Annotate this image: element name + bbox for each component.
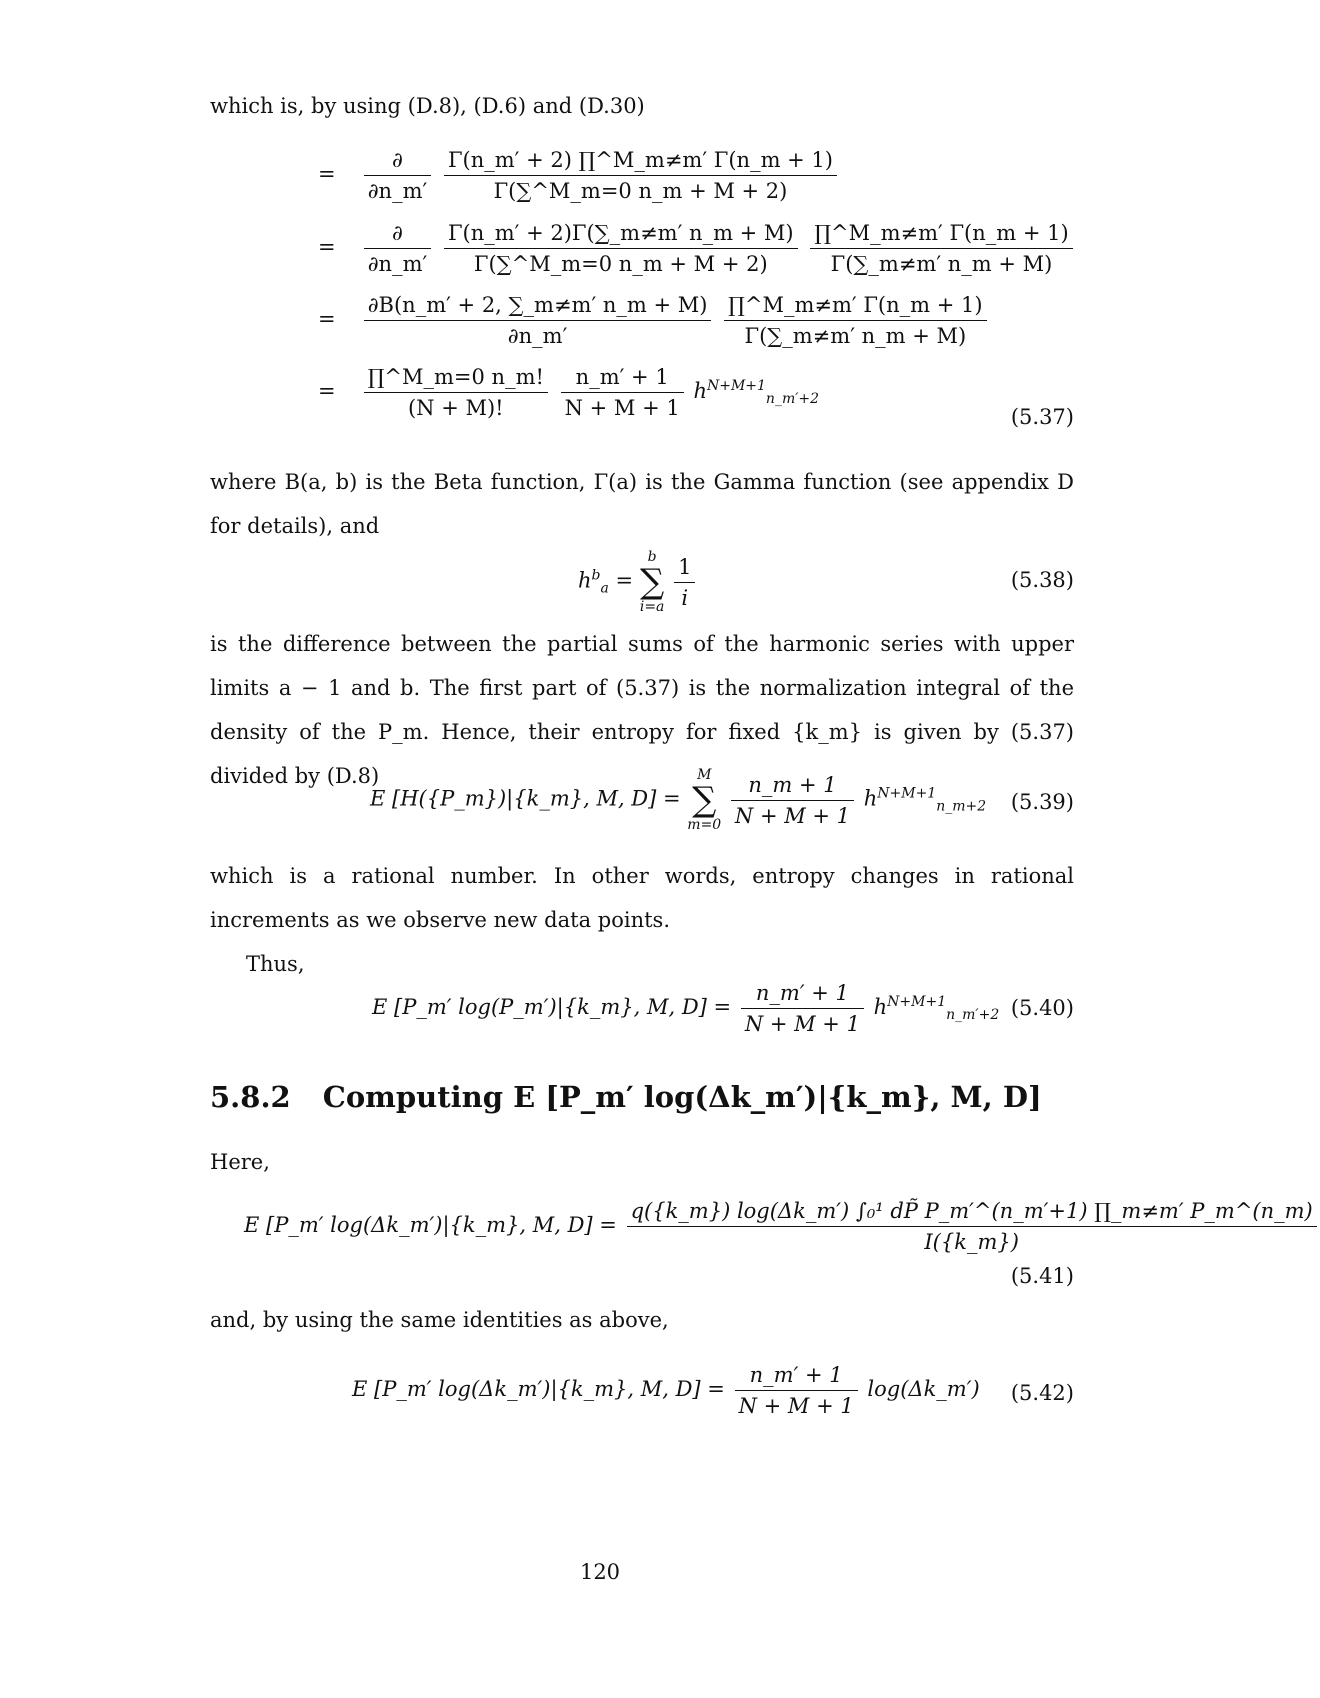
page-number: 120 bbox=[579, 1560, 621, 1584]
eq-5-37-line-2: = $\frac{\partial}{\partial n\_m'}$ $\frac{\Gamma(n\_m' + 2)\Gamma(\sum\_m\ne m' n\_m + M)}{\Gamma(\sum\^{}M\_m=0 n\_m + M + 2)}$ $\frac{\prod\^{}M\_m\ne m' \Gamma(n\_m + 1)}{\Gamma(\sum\_m\ne m' n\_m + M)}$ bbox=[318, 218, 1076, 279]
equation-5-38: $h^b_a$ = b ∑ i=a $\frac{1}{i}$ bbox=[578, 548, 698, 616]
paragraph-harmonic-series: is the difference between the partial sums of the harmonic series with upper limits a − 1 and b. The first part of (5.37) is the normalization integral of the density of the P_m. Hence, their entropy for fixed {k_m} is given by (5.37) divided by (D.8) bbox=[210, 632, 1074, 788]
eq-number-5-40: (5.40) bbox=[1010, 996, 1074, 1020]
equation-5-42: E [P_m′ log(Δk_m′)|{k_m}, M, D] = $\frac{n\_m' + 1}{N + M + 1}$ log(Δk_m′) bbox=[352, 1360, 980, 1421]
equation-5-41: E [P_m′ log(Δk_m′)|{k_m}, M, D] = $\frac{\text{q(\{k\_m\}) log(Δk\_m′) ∫₀¹ dP̃ P\_m′\textasciicircum{}(n\_m′+1) ∏\_m≠m′ P\_m\textasciicircum{}(n\_m)}}{I(\{k\_m\})}$ bbox=[244, 1196, 1320, 1257]
eq-5-37-line-4: = $\frac{\prod\^{}M\_m=0 n\_m!}{(N + M)!}$ $\frac{n\_m' + 1}{N + M + 1}$ $h^{N+M+1}_{n\_m'+2}$ bbox=[318, 362, 819, 423]
paragraph-identities: and, by using the same identities as above, bbox=[210, 1308, 669, 1332]
paragraph-beta-gamma: where B(a, b) is the Beta function, Γ(a) is the Gamma function (see appendix D for details), and bbox=[210, 470, 1074, 538]
eq-5-37-line-3: = $\frac{\partial B(n\_m' + 2, \sum\_m\ne m' n\_m + M)}{\partial n\_m'}$ $\frac{\prod\^{}M\_m\ne m' \Gamma(n\_m + 1)}{\Gamma(\sum\_m\ne m' n\_m + M)}$ bbox=[318, 290, 990, 351]
eq-number-5-37: (5.37) bbox=[1010, 405, 1074, 429]
equation-5-39: E [H({P_m})|{k_m}, M, D] = M ∑ m=0 $\frac{n\_m + 1}{N + M + 1}$ $h^{N+M+1}_{n\_m+2}$ bbox=[370, 767, 987, 833]
paragraph-rational-number: which is a rational number. In other words, entropy changes in rational increments as we observe new data points. bbox=[210, 864, 1074, 932]
eq-number-5-42: (5.42) bbox=[1010, 1381, 1074, 1405]
section-heading bbox=[210, 1080, 1042, 1114]
equation-5-40: E [P_m′ log(P_m′)|{k_m}, M, D] = $\frac{n\_m' + 1}{N + M + 1}$ $h^{N+M+1}_{n\_m'+2}$ bbox=[372, 978, 999, 1039]
eq-number-5-41: (5.41) bbox=[1010, 1264, 1074, 1288]
here-text: Here, bbox=[210, 1150, 270, 1174]
intro-text: which is, by using (D.8), (D.6) and (D.30) bbox=[210, 94, 645, 118]
eq-number-5-38: (5.38) bbox=[1010, 568, 1074, 592]
eq-5-37-line-1: = $\frac{\partial}{\partial n\_m'}$ $\frac{\Gamma(n\_m' + 2) \prod\^{}M\_m\ne m' \Gamma(n\_m + 1)}{\Gamma(\sum\^{}M\_m=0 n\_m + M + 2)}$ bbox=[318, 145, 840, 206]
thus-text: Thus, bbox=[246, 952, 305, 976]
section-title: Computing E [P_m′ log(Δk_m′)|{k_m}, M, D] bbox=[322, 1080, 1042, 1114]
eq-number-5-39: (5.39) bbox=[1010, 790, 1074, 814]
section-number: 5.8.2 bbox=[210, 1080, 291, 1114]
